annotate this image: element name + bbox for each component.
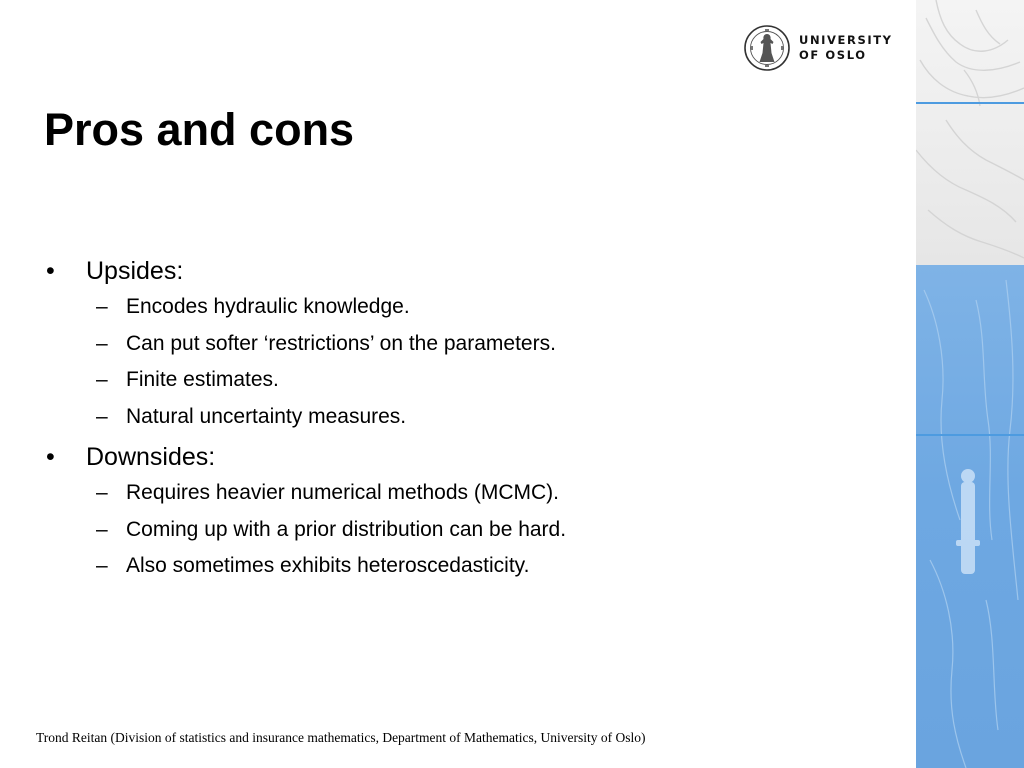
slide-body bbox=[44, 253, 904, 585]
decorative-side-strip bbox=[916, 0, 1024, 768]
dash-marker: – bbox=[96, 404, 108, 428]
upsides-section bbox=[44, 253, 904, 435]
statue-line-art-icon bbox=[916, 0, 1024, 768]
list-item-text: Can put softer ‘restrictions’ on the parameters. bbox=[126, 331, 556, 355]
list-item bbox=[44, 399, 904, 436]
list-item-text: Also sometimes exhibits heteroscedasticity. bbox=[126, 554, 530, 577]
slide-footer: Trond Reitan (Division of statistics and insurance mathematics, Department of Mathematics, University of Oslo) bbox=[36, 730, 646, 745]
bullet-icon: • bbox=[46, 443, 55, 471]
slide-title: Pros and cons bbox=[44, 104, 355, 155]
downsides-heading: Downsides: bbox=[86, 443, 216, 471]
list-item bbox=[44, 548, 904, 585]
list-item bbox=[44, 512, 904, 549]
strip-divider-top bbox=[916, 102, 1024, 104]
dash-marker: – bbox=[96, 554, 108, 577]
strip-divider-middle bbox=[916, 434, 1024, 436]
list-item-text: Coming up with a prior distribution can be hard. bbox=[126, 517, 567, 541]
university-logo bbox=[743, 24, 893, 72]
dash-marker: – bbox=[96, 331, 108, 355]
list-item bbox=[44, 289, 904, 326]
list-item bbox=[44, 475, 904, 512]
downsides-list bbox=[44, 475, 904, 585]
downsides-heading-row bbox=[44, 439, 904, 475]
dash-marker: – bbox=[96, 517, 108, 541]
bullet-icon: • bbox=[46, 257, 55, 285]
dash-marker: – bbox=[96, 481, 108, 504]
dash-marker: – bbox=[96, 368, 108, 391]
downsides-section bbox=[44, 439, 904, 585]
logo-wordmark bbox=[799, 33, 893, 63]
logo-line-2: OF OSLO bbox=[799, 48, 867, 62]
upsides-heading-row bbox=[44, 253, 904, 289]
list-item-text: Encodes hydraulic knowledge. bbox=[126, 295, 410, 318]
list-item-text: Requires heavier numerical methods (MCMC). bbox=[126, 481, 559, 504]
list-item-text: Natural uncertainty measures. bbox=[126, 404, 407, 428]
list-item bbox=[44, 362, 904, 399]
logo-line-1: UNIVERSITY bbox=[799, 33, 893, 47]
list-item bbox=[44, 326, 904, 363]
upsides-list bbox=[44, 289, 904, 435]
upsides-heading: Upsides: bbox=[86, 257, 184, 285]
university-seal-icon bbox=[743, 24, 791, 72]
dash-marker: – bbox=[96, 295, 108, 318]
list-item-text: Finite estimates. bbox=[126, 368, 279, 391]
